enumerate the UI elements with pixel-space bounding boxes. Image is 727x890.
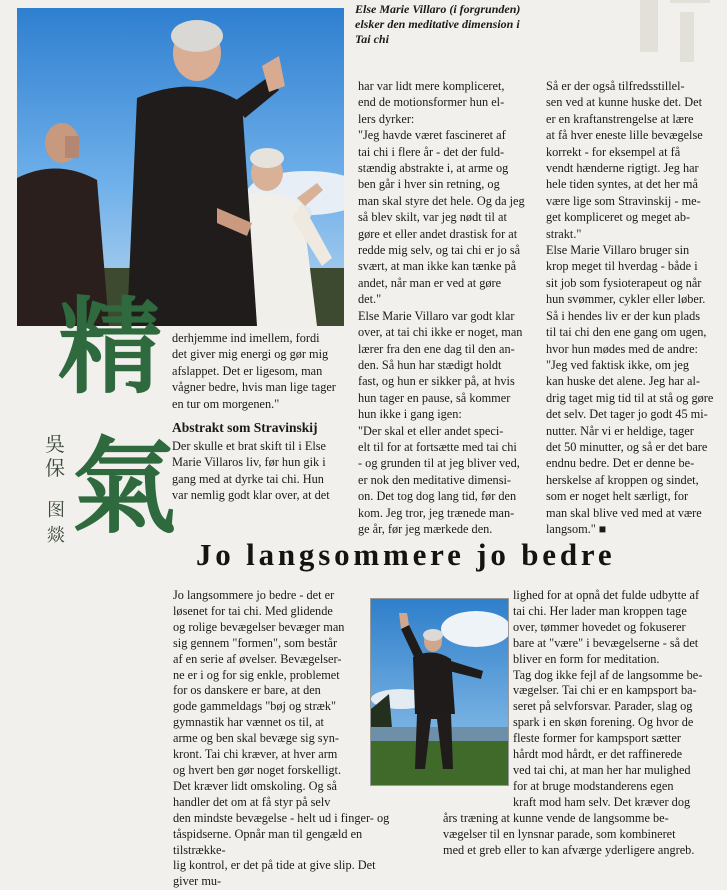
- calligraphy-char-jing: 精: [58, 285, 163, 408]
- photo-caption: Else Marie Villaro (i forgrunden) elsker den meditative dimension i Tai chi: [355, 2, 521, 46]
- column-a-lower-text: derhjemme ind imellem, fordi det giver mig energi og gør mig afslappet. Det er ligesom, man vågner bedre, hvis man lige tager en tur om morgenen.": [172, 331, 336, 411]
- tai-chi-group-image: [17, 8, 344, 326]
- calligraphy-seal-stamp: [43, 498, 69, 548]
- lower-right-line: vægelser. Tai chi er en kampsport ba-: [513, 683, 697, 698]
- lower-right-line: års træning at kunne vende de langsomme be-: [443, 810, 669, 825]
- seal-char-1: 图: [47, 500, 65, 521]
- ghost-glyph-icon: [630, 0, 727, 72]
- lower-right-line: bliver en form for meditation.: [513, 651, 660, 666]
- lower-right-line: spark i en skøn forening. Og hvor de: [513, 715, 694, 730]
- top-photo-tai-chi-group: [17, 8, 344, 326]
- lower-right-line: Tag dog ikke fejl af de langsomme be-: [513, 667, 703, 682]
- background-decoration: [630, 0, 727, 89]
- calligraphy-artist-name: 吳保: [45, 432, 65, 480]
- calligraphy-char-qi: 氣: [72, 425, 177, 548]
- lower-right-body-text: [443, 588, 727, 858]
- seal-char-2: 燚: [47, 525, 65, 546]
- lower-right-line: kraft mod ham selv. Det kræver dog: [513, 794, 691, 809]
- lower-right-line: over, tømmer hovedet og fokuserer: [513, 619, 686, 634]
- subheading-stravinskij: Abstrakt som Stravinskij: [172, 420, 318, 435]
- column-b-text: har var lidt mere kompliceret, end de motionsformer hun el- lers dyrker: "Jeg havde været fascineret af tai chi i flere år - det der fuld- stændig abstrakte i, at arme og ben går i hver sin retning, og man skal styre det hele. Og da jeg så blev skilt, var jeg nødt til at gøre et eller andet drastisk for at redde mig selv, og tai chi er jo så svært, at man ikke kan tænke på andet, når man er ved at gøre det." Else Marie Villaro var godt klar over, at tai chi ikke er noget, man lærer fra den ene dag til den an- den. Så hun har stædigt holdt fast, og hun er sikker på, at hvis hun tager en pause, så kommer hun ikke i gang igen: "Der skal et eller andet speci- elt til for at fortsætte med tai chi - og grunden til at jeg bliver ved, er nok den meditative dimensi- on. Det tog dog lang tid, før den kom. Jeg tror, jeg trænede man- ge år, før jeg mærkede den.: [358, 79, 525, 536]
- lower-right-line: bare at "være" i bevægelserne - så det: [513, 635, 699, 650]
- lower-right-line: lighed for at opnå det fulde udbytte af: [513, 588, 700, 602]
- lower-left-body-text: Jo langsommere jo bedre - det er løsenet for tai chi. Med glidende og rolige bevægelser bevæger man sig gennem "formen", som består af en serie af øvelser. Bevægelser- ne er i og for sig enkle, problemet for os danskere er bare, at den gode gammeldags "bøj og stræk" gymnastik har vænnet os til, at arme og ben skal bevæge sig syn- kront. Tai chi kræver, at hver arm og hvert ben gør noget forskelligt. Det kræver lidt omskoling. Og så handler det om at få styr på selv den mindste bevægelse - helt ud i finger- og tåspidserne. Opnår man til gengæld en tilstrække- lig kontrol, er det på tide at give slip. Det giver mu-: [173, 588, 390, 889]
- column-a-continued-text: Der skulle et brat skift til i Else Marie Villaros liv, før hun gik i gang med at dyrke tai chi. Hun var nemlig godt klar over, at det: [172, 439, 330, 503]
- lower-right-line: med et greb eller to kan afværge yderligere angreb.: [443, 842, 695, 857]
- article-headline: Jo langsommere jo bedre: [196, 537, 616, 572]
- lower-right-line: seret på selvforsvar. Parader, slag og: [513, 699, 693, 714]
- lower-right-line: ved tai chi, at man her har mulighed: [513, 762, 691, 777]
- lower-right-line: hårdt mod hårdt, er det raffinerede: [513, 747, 683, 762]
- lower-right-line: tai chi. Her lader man kroppen tage: [513, 603, 687, 618]
- lower-right-line: fleste former for kampsport sætter: [513, 731, 682, 746]
- lower-right-line: vægelser til en lynsnar parade, som kombineret: [443, 826, 676, 841]
- lower-right-line: for at bruge modstanderens egen: [513, 778, 674, 793]
- column-c-text: Så er der også tilfredsstillel- sen ved at kunne huske det. Det er en kraftanstrengelse at lære at få hver eneste lille bevægelse korrekt - for eksempel at få vendt hænderne rigtigt. Jeg har hele tiden syntes, at det her må være lige som Stravinskij - me- get kompliceret og meget ab- strakt." Else Marie Villaro bruger sin krop meget til hverdag - både i sit job som fysioterapeut og når hun svømmer, cykler eller løber. Så i hendes liv er der kun plads til tai chi den ene gang om ugen, hvor hun mødes med de andre: "Jeg ved faktisk ikke, om jeg kan huske det alene. Jeg har al- drig taget mig tid til at stå og gøre det selv. Det tager jo godt 45 mi- nutter. Når vi er heldige, tager det 50 minutter, og så er det bare endnu bedre. Det er denne be- herskelse af kroppen og sindet, som er noget helt særligt, for man skal blive ved med at være langsom." ■: [546, 79, 714, 536]
